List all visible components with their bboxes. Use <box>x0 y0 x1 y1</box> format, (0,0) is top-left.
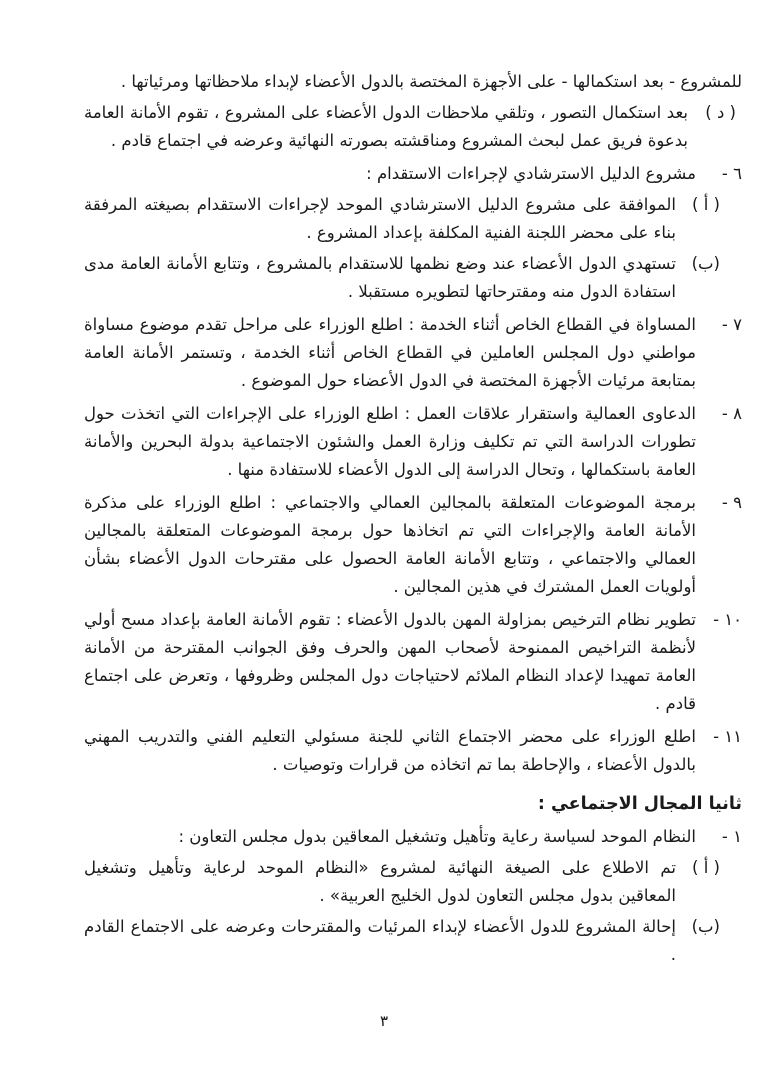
item-6-sub-a <box>84 191 720 247</box>
section-heading-social: ثانيا المجال الاجتماعي : <box>537 794 742 814</box>
subitem-text: بعد استكمال التصور ، وتلقي ملاحظات الدول الأعضاء على المشروع ، تقوم الأمانة العامة بدعوة فريق عمل لبحث المشروع ومناقشته بصورته النهائية وعرضه في اجتماع قادم . <box>84 103 688 150</box>
item-number: ١١ - <box>713 727 742 746</box>
item-text: برمجة الموضوعات المتعلقة بالمجالين العمالي والاجتماعي : اطلع الوزراء على مذكرة الأمانة العامة والإجراءات التي تم اتخاذها حول برمجة الموضوعات المتعلقة بالمجالين العمالي والاجتماعي ، وتتابع الأمانة العامة الحصول على مقترحات الدول الأعضاء بشأن أولويات العمل المشترك في هذين المجالين . <box>84 493 696 596</box>
item-6-sub-b <box>84 250 720 306</box>
item-7 <box>84 311 742 395</box>
item-text: تطوير نظام الترخيص بمزاولة المهن بالدول الأعضاء : تقوم الأمانة العامة بإعداد مسح أولي لأنظمة التراخيص الممنوحة لأصحاب المهن والحرف وفق الجوانب المقترحة من الأمانة العامة تمهيدا لإعداد النظام الملائم لاحتياجات دول المجلس وظروفها ، وتعرض على اجتماع قادم . <box>84 610 696 713</box>
item-10 <box>84 606 742 718</box>
item-11 <box>84 723 742 779</box>
document-body <box>84 68 742 972</box>
item-number: ٦ - <box>721 164 742 183</box>
item-1-sub-a <box>84 854 720 910</box>
subitem-marker: ( أ ) <box>692 858 720 877</box>
item-number: ١٠ - <box>713 610 742 629</box>
item-6 <box>84 160 742 188</box>
item-9 <box>84 489 742 601</box>
subitem-text: إحالة المشروع للدول الأعضاء لإبداء المرئيات والمقترحات وعرضه على الاجتماع القادم . <box>84 917 676 964</box>
item-number: ١ - <box>721 827 742 846</box>
item-1-sub-b <box>84 913 720 969</box>
subitem-text: تستهدي الدول الأعضاء عند وضع نظمها للاستقدام بالمشروع ، وتتابع الأمانة العامة مدى استفادة الدول منه ومقترحاتها لتطويره مستقبلا . <box>84 254 676 301</box>
item-number: ٧ - <box>721 315 742 334</box>
item-text: الدعاوى العمالية واستقرار علاقات العمل : اطلع الوزراء على الإجراءات التي اتخذت حول تطورات الدراسة التي تم تكليف وزارة العمل والشئون الاجتماعية بدولة البحرين والأمانة العامة باستكمالها ، وتحال الدراسة إلى الدول الأعضاء للاستفادة منها . <box>84 404 696 479</box>
item-number: ٨ - <box>721 404 742 423</box>
item-text: النظام الموحد لسياسة رعاية وتأهيل وتشغيل المعاقين بدول مجلس التعاون : <box>178 827 696 846</box>
subitem-text: الموافقة على مشروع الدليل الاسترشادي الموحد لإجراءات الاستقدام بصيغته المرفقة بناء على محضر اللجنة الفنية المكلفة بإعداد المشروع . <box>84 195 676 242</box>
item-8 <box>84 400 742 484</box>
subitem-d <box>84 99 736 155</box>
subitem-text: تم الاطلاع على الصيغة النهائية لمشروع «النظام الموحد لرعاية وتأهيل وتشغيل المعاقين بدول مجلس التعاون لدول الخليج العربية» . <box>84 858 676 905</box>
subitem-marker: ( أ ) <box>692 195 720 214</box>
item-text: مشروع الدليل الاسترشادي لإجراءات الاستقدام : <box>366 164 696 183</box>
page-number: ٣ <box>379 1012 389 1030</box>
item-number: ٩ - <box>721 493 742 512</box>
item-1-social <box>84 823 742 851</box>
subitem-marker: (ب) <box>691 917 720 936</box>
paragraph-text: للمشروع - بعد استكمالها - على الأجهزة المختصة بالدول الأعضاء لإبداء ملاحظاتها ومرئياتها . <box>120 72 742 91</box>
item-text: المساواة في القطاع الخاص أثناء الخدمة : اطلع الوزراء على مراحل تقدم موضوع مساواة مواطني دول المجلس العاملين في القطاع الخاص أثناء الخدمة ، وتستمر الأمانة العامة بمتابعة مرئيات الأجهزة المختصة في الدول الأعضاء حول الموضوع . <box>84 315 696 390</box>
subitem-marker: ( د ) <box>705 103 736 122</box>
subitem-marker: (ب) <box>691 254 720 273</box>
paragraph-continuation <box>84 68 742 96</box>
item-text: اطلع الوزراء على محضر الاجتماع الثاني للجنة مسئولي التعليم الفني والتدريب المهني بالدول الأعضاء ، والإحاطة بما تم اتخاذه من قرارات وتوصيات . <box>84 727 696 774</box>
